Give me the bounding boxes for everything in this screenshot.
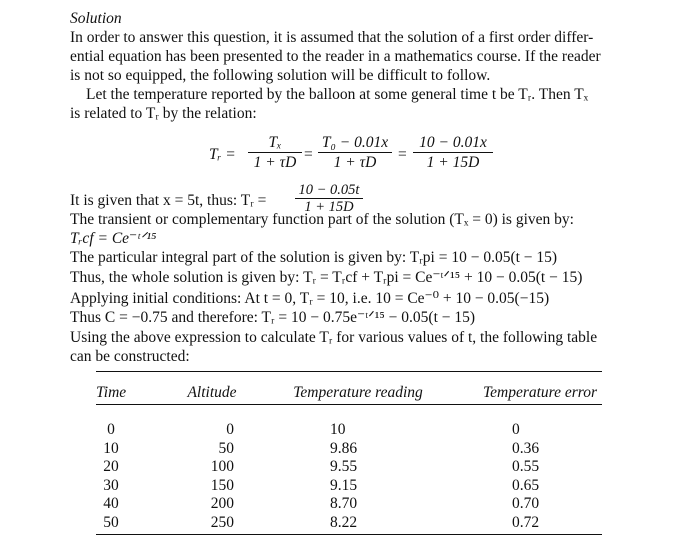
using-line-2: can be constructed:: [70, 348, 190, 365]
table-header-time: Time: [96, 384, 127, 401]
table-cell: 8.22: [330, 514, 358, 531]
fraction-1-denominator: 1 + τD: [248, 152, 302, 172]
fraction-2-denominator: 1 + τD: [318, 152, 392, 172]
para1-line1: In order to answer this question, it is assumed that the solution of a first order differ-: [70, 29, 594, 46]
table-top-rule: [96, 371, 602, 372]
table-cell: 0.70: [512, 495, 540, 513]
table-cell: 0.55: [512, 458, 540, 476]
given-numerator: 10 − 0.05t: [298, 182, 360, 198]
table-cell: 100: [210, 458, 234, 476]
table-cell: 0.36: [512, 439, 540, 457]
table-header-temperature-reading: Temperature reading: [293, 384, 423, 401]
table-cell: 9.15: [330, 476, 358, 494]
relation-fraction-2: [318, 133, 392, 172]
table-cell: 200: [210, 495, 234, 513]
table-cell: 50: [103, 514, 119, 531]
table-bottom-rule: [96, 534, 602, 535]
para2-line1: Let the temperature reported by the balloon at some general time t be Tᵣ. Then Tₓ: [86, 86, 589, 103]
whole-solution-line: Thus, the whole solution is given by: Tᵣ = Tᵣcf + Tᵣpi = Ce⁻ᵗᐟ¹⁵ + 10 − 0.05(t − 15): [70, 269, 583, 286]
table-header-temperature-error: Temperature error: [482, 384, 598, 401]
table-cell: 150: [210, 476, 234, 494]
particular-line: The particular integral part of the solution is given by: Tᵣpi = 10 − 0.05(t − 15): [70, 249, 558, 266]
table-cell: 0.65: [512, 476, 540, 494]
thus-line: Thus C = −0.75 and therefore: Tᵣ = 10 − 0.75e⁻ᵗᐟ¹⁵ − 0.05(t − 15): [70, 309, 476, 326]
table-header-rule: [96, 404, 602, 405]
table-cell: 8.70: [330, 495, 358, 513]
fraction-2-numerator: T₀ − 0.01x: [321, 134, 389, 151]
para2-line2: is related to Tᵣ by the relation:: [70, 105, 257, 122]
table-cell: 10: [330, 421, 346, 438]
given-denominator: 1 + 15D: [295, 198, 363, 215]
fraction-1-numerator: Tₓ: [268, 134, 282, 151]
relation-fraction-1: [248, 133, 302, 172]
table-cell: 10: [103, 439, 119, 457]
fraction-3-denominator: 1 + 15D: [413, 152, 493, 172]
using-line-1: Using the above expression to calculate Tᵣ for various values of t, the following table: [70, 329, 598, 346]
equals-sign-2: =: [398, 146, 407, 163]
fraction-3-numerator: 10 − 0.01x: [419, 134, 487, 151]
para1-line2: ential equation has been presented to the reader in a mathematics course. If the reader: [70, 48, 601, 65]
table-cell: 20: [103, 458, 119, 476]
solution-heading: Solution: [70, 10, 122, 27]
transient-line: The transient or complementary function part of the solution (Tₓ = 0) is given by:: [70, 211, 574, 228]
initial-conditions-line: Applying initial conditions: At t = 0, Tᵣ = 10, i.e. 10 = Ce⁻⁰ + 10 − 0.05(−15): [70, 290, 550, 307]
table-cell: 30: [103, 476, 119, 494]
table-cell: 9.86: [330, 439, 358, 457]
table-cell: 40: [103, 495, 119, 513]
table-cell: 250: [210, 514, 234, 531]
given-line: It is given that x = 5t, thus: Tᵣ =: [70, 192, 267, 209]
para1-line3: is not so equipped, the following solution will be difficult to follow.: [70, 67, 491, 84]
relation-lhs: Tᵣ =: [209, 146, 236, 163]
table-cell: 50: [218, 439, 234, 457]
transient-equation: Tᵣcf = Ce⁻ᵗᐟ¹⁵: [70, 230, 157, 247]
table-cell: 0.72: [512, 514, 540, 531]
table-cell: 0: [107, 421, 115, 438]
table-header-altitude: Altitude: [187, 384, 237, 401]
table-cell: 9.55: [330, 458, 358, 476]
equals-sign-1: =: [304, 146, 313, 163]
table-cell: 0: [226, 421, 234, 438]
relation-fraction-3: [413, 133, 493, 172]
table-cell: 0: [512, 421, 520, 438]
